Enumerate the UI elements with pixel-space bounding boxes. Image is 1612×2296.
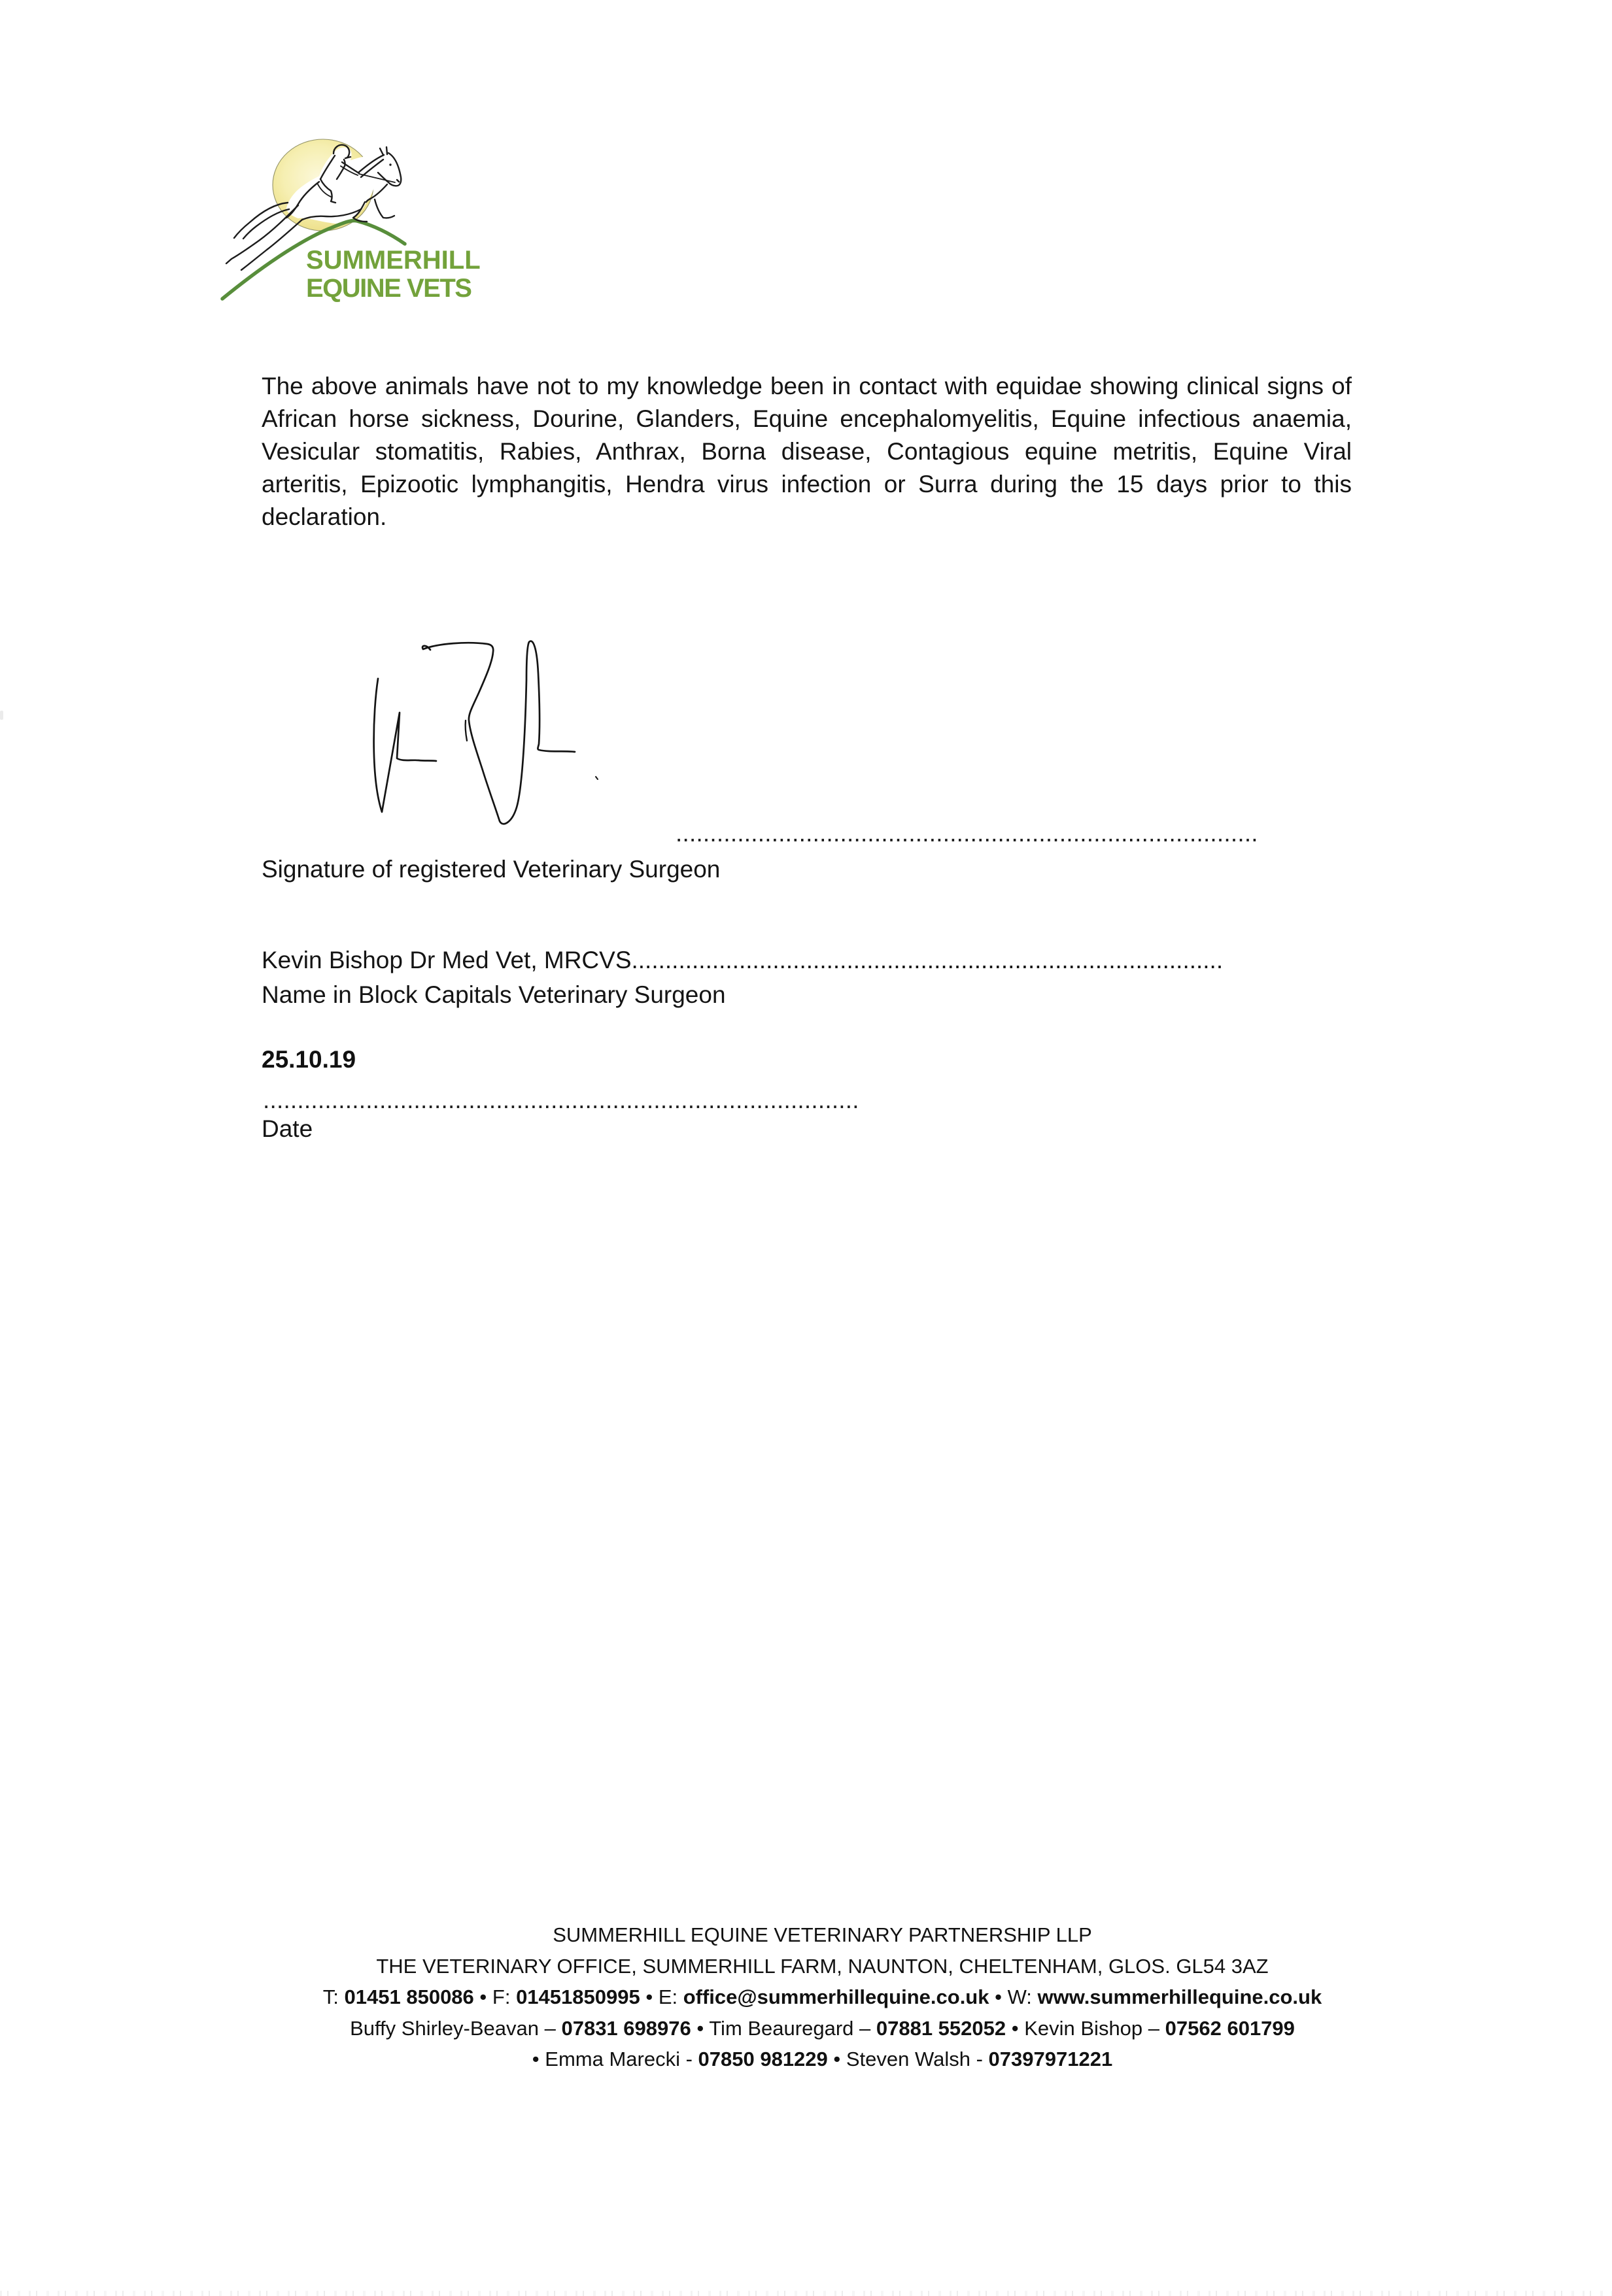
- signature-ink: [353, 621, 615, 837]
- fax-value: 01451850995: [516, 1985, 640, 2008]
- footer-org: SUMMERHILL EQUINE VETERINARY PARTNERSHIP LLP: [553, 1923, 1092, 1946]
- vet-phone: 07562 601799: [1165, 2016, 1295, 2040]
- bullet-separator: •: [1006, 2016, 1025, 2040]
- vet-name: Steven Walsh -: [846, 2048, 989, 2070]
- vet-phone: 07881 552052: [876, 2016, 1006, 2040]
- website-label: W:: [1007, 1985, 1038, 2008]
- phone-label: T:: [322, 1985, 345, 2008]
- name-dotted-line: ........................................................................................: [631, 947, 1224, 973]
- bullet-separator: •: [640, 1985, 659, 2008]
- declaration-line: African horse sickness, Dourine, Glanders, Equine encephalomyelitis, Equine infectious anaemia,: [262, 405, 1352, 432]
- date-value: 25.10.19: [262, 1046, 356, 1073]
- logo-title-line1: SUMMERHILL: [306, 246, 481, 275]
- fax-label: F:: [492, 1985, 517, 2008]
- scan-smudge: [0, 711, 3, 720]
- signature-dotted-line: .....................................................................................: [676, 820, 1258, 847]
- declaration-line: The above animals have not to my knowledge been in contact with equidae showing clinical signs of: [262, 373, 1352, 399]
- bullet-separator: •: [473, 1985, 492, 2008]
- vet-name: Emma Marecki -: [545, 2048, 698, 2070]
- declaration-line: arteritis, Epizootic lymphangitis, Hendra virus infection or Surra during the 15 days prior to this: [262, 471, 1352, 498]
- vet-name: Tim Beauregard –: [709, 2016, 876, 2040]
- declaration-paragraph: [262, 370, 1352, 533]
- vet-phone: 07831 698976: [561, 2016, 691, 2040]
- bullet-separator: •: [532, 2048, 545, 2070]
- footer-vets-line1: [323, 2013, 1322, 2044]
- scan-artifact-strip: [0, 2291, 1612, 2296]
- date-dotted-line: .......................................................................................: [263, 1087, 859, 1113]
- declaration-line: Vesicular stomatitis, Rabies, Anthrax, Borna disease, Contagious equine metritis, Equine Viral: [262, 438, 1352, 465]
- phone-value: 01451 850086: [344, 1985, 474, 2008]
- vet-name: Buffy Shirley-Beavan –: [350, 2016, 562, 2040]
- footer-contact-line: [323, 1982, 1322, 2013]
- bullet-separator: •: [989, 1985, 1008, 2008]
- name-label: Name in Block Capitals Veterinary Surgeon: [262, 981, 726, 1008]
- email-label: E:: [658, 1985, 683, 2008]
- vet-phone: 07397971221: [988, 2048, 1113, 2070]
- logo-title-line2: EQUINE VETS: [306, 274, 472, 303]
- vet-name-line: [262, 948, 1223, 972]
- declaration-line: declaration.: [262, 503, 387, 530]
- bullet-separator: •: [691, 2016, 710, 2040]
- vet-name: Kevin Bishop Dr Med Vet, MRCVS: [262, 947, 632, 973]
- clinic-logo: [209, 118, 536, 320]
- footer-address: THE VETERINARY OFFICE, SUMMERHILL FARM, NAUNTON, CHELTENHAM, GLOS. GL54 3AZ: [376, 1954, 1269, 1978]
- website-value: www.summerhillequine.co.uk: [1037, 1985, 1322, 2008]
- signature-label: Signature of registered Veterinary Surgeon: [262, 856, 721, 883]
- letter-footer: [323, 1919, 1322, 2075]
- date-label: Date: [262, 1115, 313, 1142]
- email-value: office@summerhillequine.co.uk: [683, 1985, 989, 2008]
- footer-vets-line2: [323, 2044, 1322, 2075]
- bullet-separator: •: [827, 2048, 846, 2070]
- vet-phone: 07850 981229: [698, 2048, 828, 2070]
- vet-name: Kevin Bishop –: [1024, 2016, 1165, 2040]
